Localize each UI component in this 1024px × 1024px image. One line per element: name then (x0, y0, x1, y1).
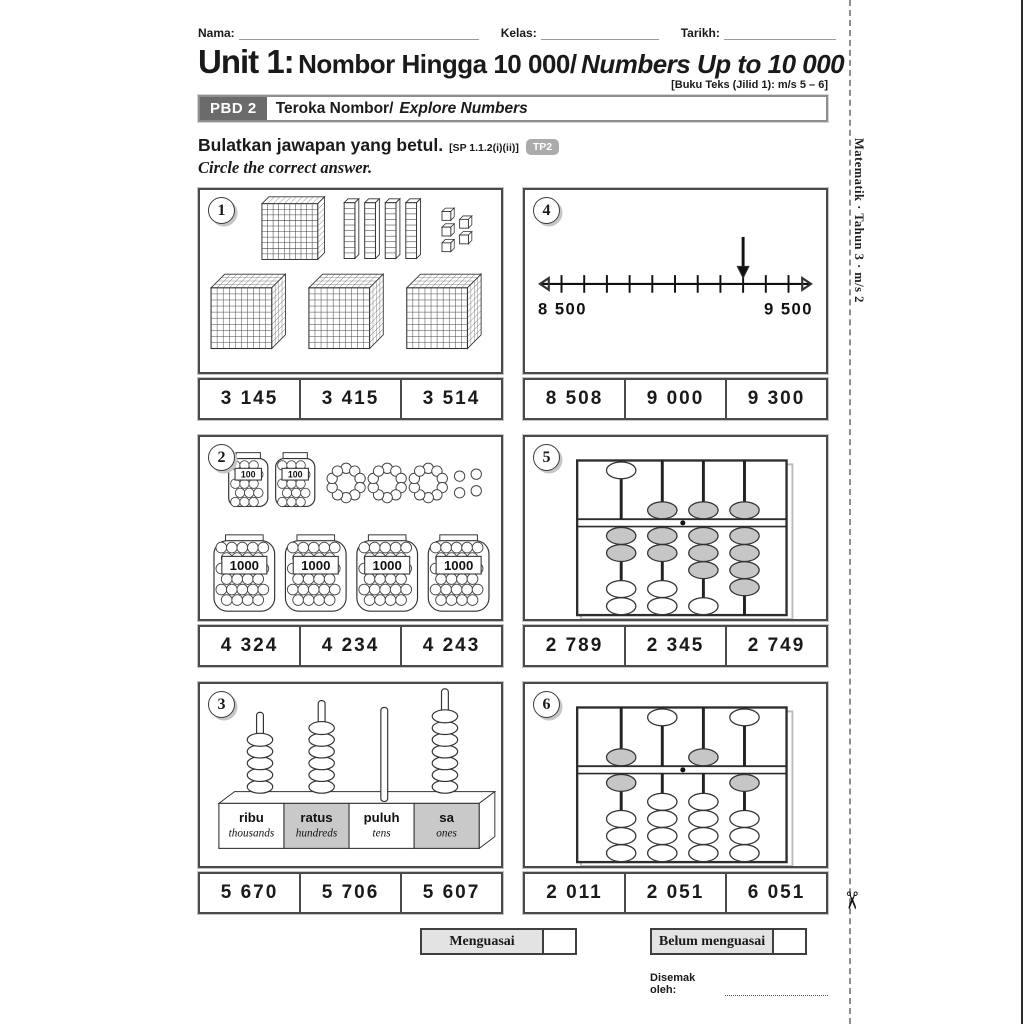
mastered-check-cell[interactable] (542, 930, 575, 953)
answer-choice[interactable]: 2 011 (546, 882, 603, 903)
question-3-figure-box (198, 682, 503, 868)
instruction-malay: Bulatkan jawapan yang betul. (198, 135, 444, 155)
answer-choice[interactable]: 2 749 (725, 627, 826, 665)
answer-row (523, 625, 828, 667)
name-label: Nama: (198, 26, 235, 40)
base-ten-blocks-figure (200, 190, 501, 372)
question-number-badge: 2 (208, 444, 235, 471)
question-2-figure-box (198, 435, 503, 621)
answer-choice[interactable]: 2 345 (624, 627, 725, 665)
svg-text:1000: 1000 (372, 557, 402, 573)
page-side-label: Matematik · Tahun 3 · m/s 2 (852, 138, 866, 303)
question-card-1 (198, 188, 503, 420)
svg-text:sa: sa (439, 809, 454, 825)
svg-text:100: 100 (287, 469, 303, 480)
section-title-english: Explore Numbers (399, 99, 528, 117)
instruction-row (198, 135, 828, 156)
question-card-2 (198, 435, 503, 667)
answer-row (198, 872, 503, 914)
spike-abacus-figure (200, 684, 501, 866)
answer-row (198, 378, 503, 420)
mastered-label: Menguasai (422, 930, 542, 953)
scissors-icon: ✂ (837, 890, 865, 911)
not-mastered-label: Belum menguasai (652, 930, 772, 953)
section-title (267, 97, 528, 120)
name-field (198, 26, 479, 40)
mastered-box (420, 928, 577, 955)
class-field (501, 26, 659, 40)
question-card-4 (523, 188, 828, 420)
section-title-malay: Teroka Nombor/ (275, 99, 394, 117)
answer-choice[interactable]: 3 145 (220, 388, 279, 409)
abacus-figure (525, 437, 826, 619)
svg-text:hundreds: hundreds (295, 827, 338, 840)
svg-text:ratus: ratus (300, 809, 333, 825)
textbook-reference: [Buku Teks (Jilid 1): m/s 5 – 6] (671, 79, 828, 91)
svg-text:8 500: 8 500 (538, 299, 587, 319)
curriculum-code: [SP 1.1.2(i)(ii)] (449, 141, 519, 154)
date-label: Tarikh: (680, 26, 720, 40)
question-card-5 (523, 435, 828, 667)
answer-choice[interactable]: 4 234 (299, 627, 400, 665)
unit-title-english: Numbers Up to 10 000 (581, 49, 845, 79)
unit-number: Unit 1: (198, 43, 294, 80)
answer-choice[interactable]: 2 051 (624, 874, 725, 912)
unit-title-malay: Nombor Hingga 10 000/ (298, 49, 577, 79)
mastery-footer (198, 928, 828, 1008)
date-fill-line[interactable] (724, 27, 836, 40)
question-card-6 (523, 682, 828, 914)
checked-by-field (650, 972, 828, 996)
page-title (198, 43, 845, 81)
svg-text:100: 100 (240, 469, 256, 480)
class-fill-line[interactable] (541, 27, 659, 40)
question-number-badge: 6 (533, 691, 560, 718)
svg-text:puluh: puluh (363, 809, 400, 825)
answer-row (523, 378, 828, 420)
checked-by-label: Disemak oleh: (650, 972, 696, 996)
number-line-figure (525, 190, 826, 372)
svg-text:1000: 1000 (301, 557, 331, 573)
abacus-figure (525, 684, 826, 866)
question-5-figure-box (523, 435, 828, 621)
not-mastered-box (650, 928, 807, 955)
svg-text:thousands: thousands (228, 827, 275, 840)
answer-choice[interactable]: 3 514 (400, 380, 501, 418)
answer-choice[interactable]: 9 300 (725, 380, 826, 418)
section-bar (198, 95, 828, 122)
svg-text:ribu: ribu (238, 809, 264, 825)
answer-choice[interactable]: 2 789 (545, 635, 604, 656)
answer-choice[interactable]: 4 324 (220, 635, 279, 656)
answer-choice[interactable]: 5 706 (299, 874, 400, 912)
question-grid (198, 188, 828, 914)
svg-text:ones: ones (436, 827, 457, 840)
question-number-badge: 4 (533, 197, 560, 224)
checked-by-fill-line[interactable] (725, 985, 828, 996)
answer-choice[interactable]: 5 607 (400, 874, 501, 912)
question-number-badge: 3 (208, 691, 235, 718)
question-number-badge: 5 (533, 444, 560, 471)
svg-text:9 500: 9 500 (764, 299, 813, 319)
question-card-3 (198, 682, 503, 914)
answer-choice[interactable]: 8 508 (545, 388, 604, 409)
name-fill-line[interactable] (239, 27, 479, 40)
question-number-badge: 1 (208, 197, 235, 224)
not-mastered-check-cell[interactable] (772, 930, 805, 953)
tp-level-badge: TP2 (526, 139, 559, 155)
svg-text:1000: 1000 (443, 557, 474, 573)
answer-choice[interactable]: 4 243 (400, 627, 501, 665)
worksheet-page (198, 26, 845, 1008)
answer-choice[interactable]: 9 000 (624, 380, 725, 418)
question-4-figure-box (523, 188, 828, 374)
pbd-tag: PBD 2 (200, 97, 267, 120)
instruction-english: Circle the correct answer. (198, 158, 373, 177)
answer-row (523, 872, 828, 914)
svg-text:1000: 1000 (229, 557, 260, 573)
student-fields (198, 26, 828, 40)
page-edge-line (1021, 0, 1023, 1024)
question-1-figure-box (198, 188, 503, 374)
svg-text:tens: tens (372, 827, 391, 840)
class-label: Kelas: (500, 26, 537, 40)
answer-choice[interactable]: 3 415 (299, 380, 400, 418)
answer-choice[interactable]: 5 670 (220, 882, 279, 903)
marble-jars-figure (200, 437, 501, 619)
answer-row (198, 625, 503, 667)
date-field (681, 26, 836, 40)
answer-choice[interactable]: 6 051 (725, 874, 826, 912)
question-6-figure-box (523, 682, 828, 868)
